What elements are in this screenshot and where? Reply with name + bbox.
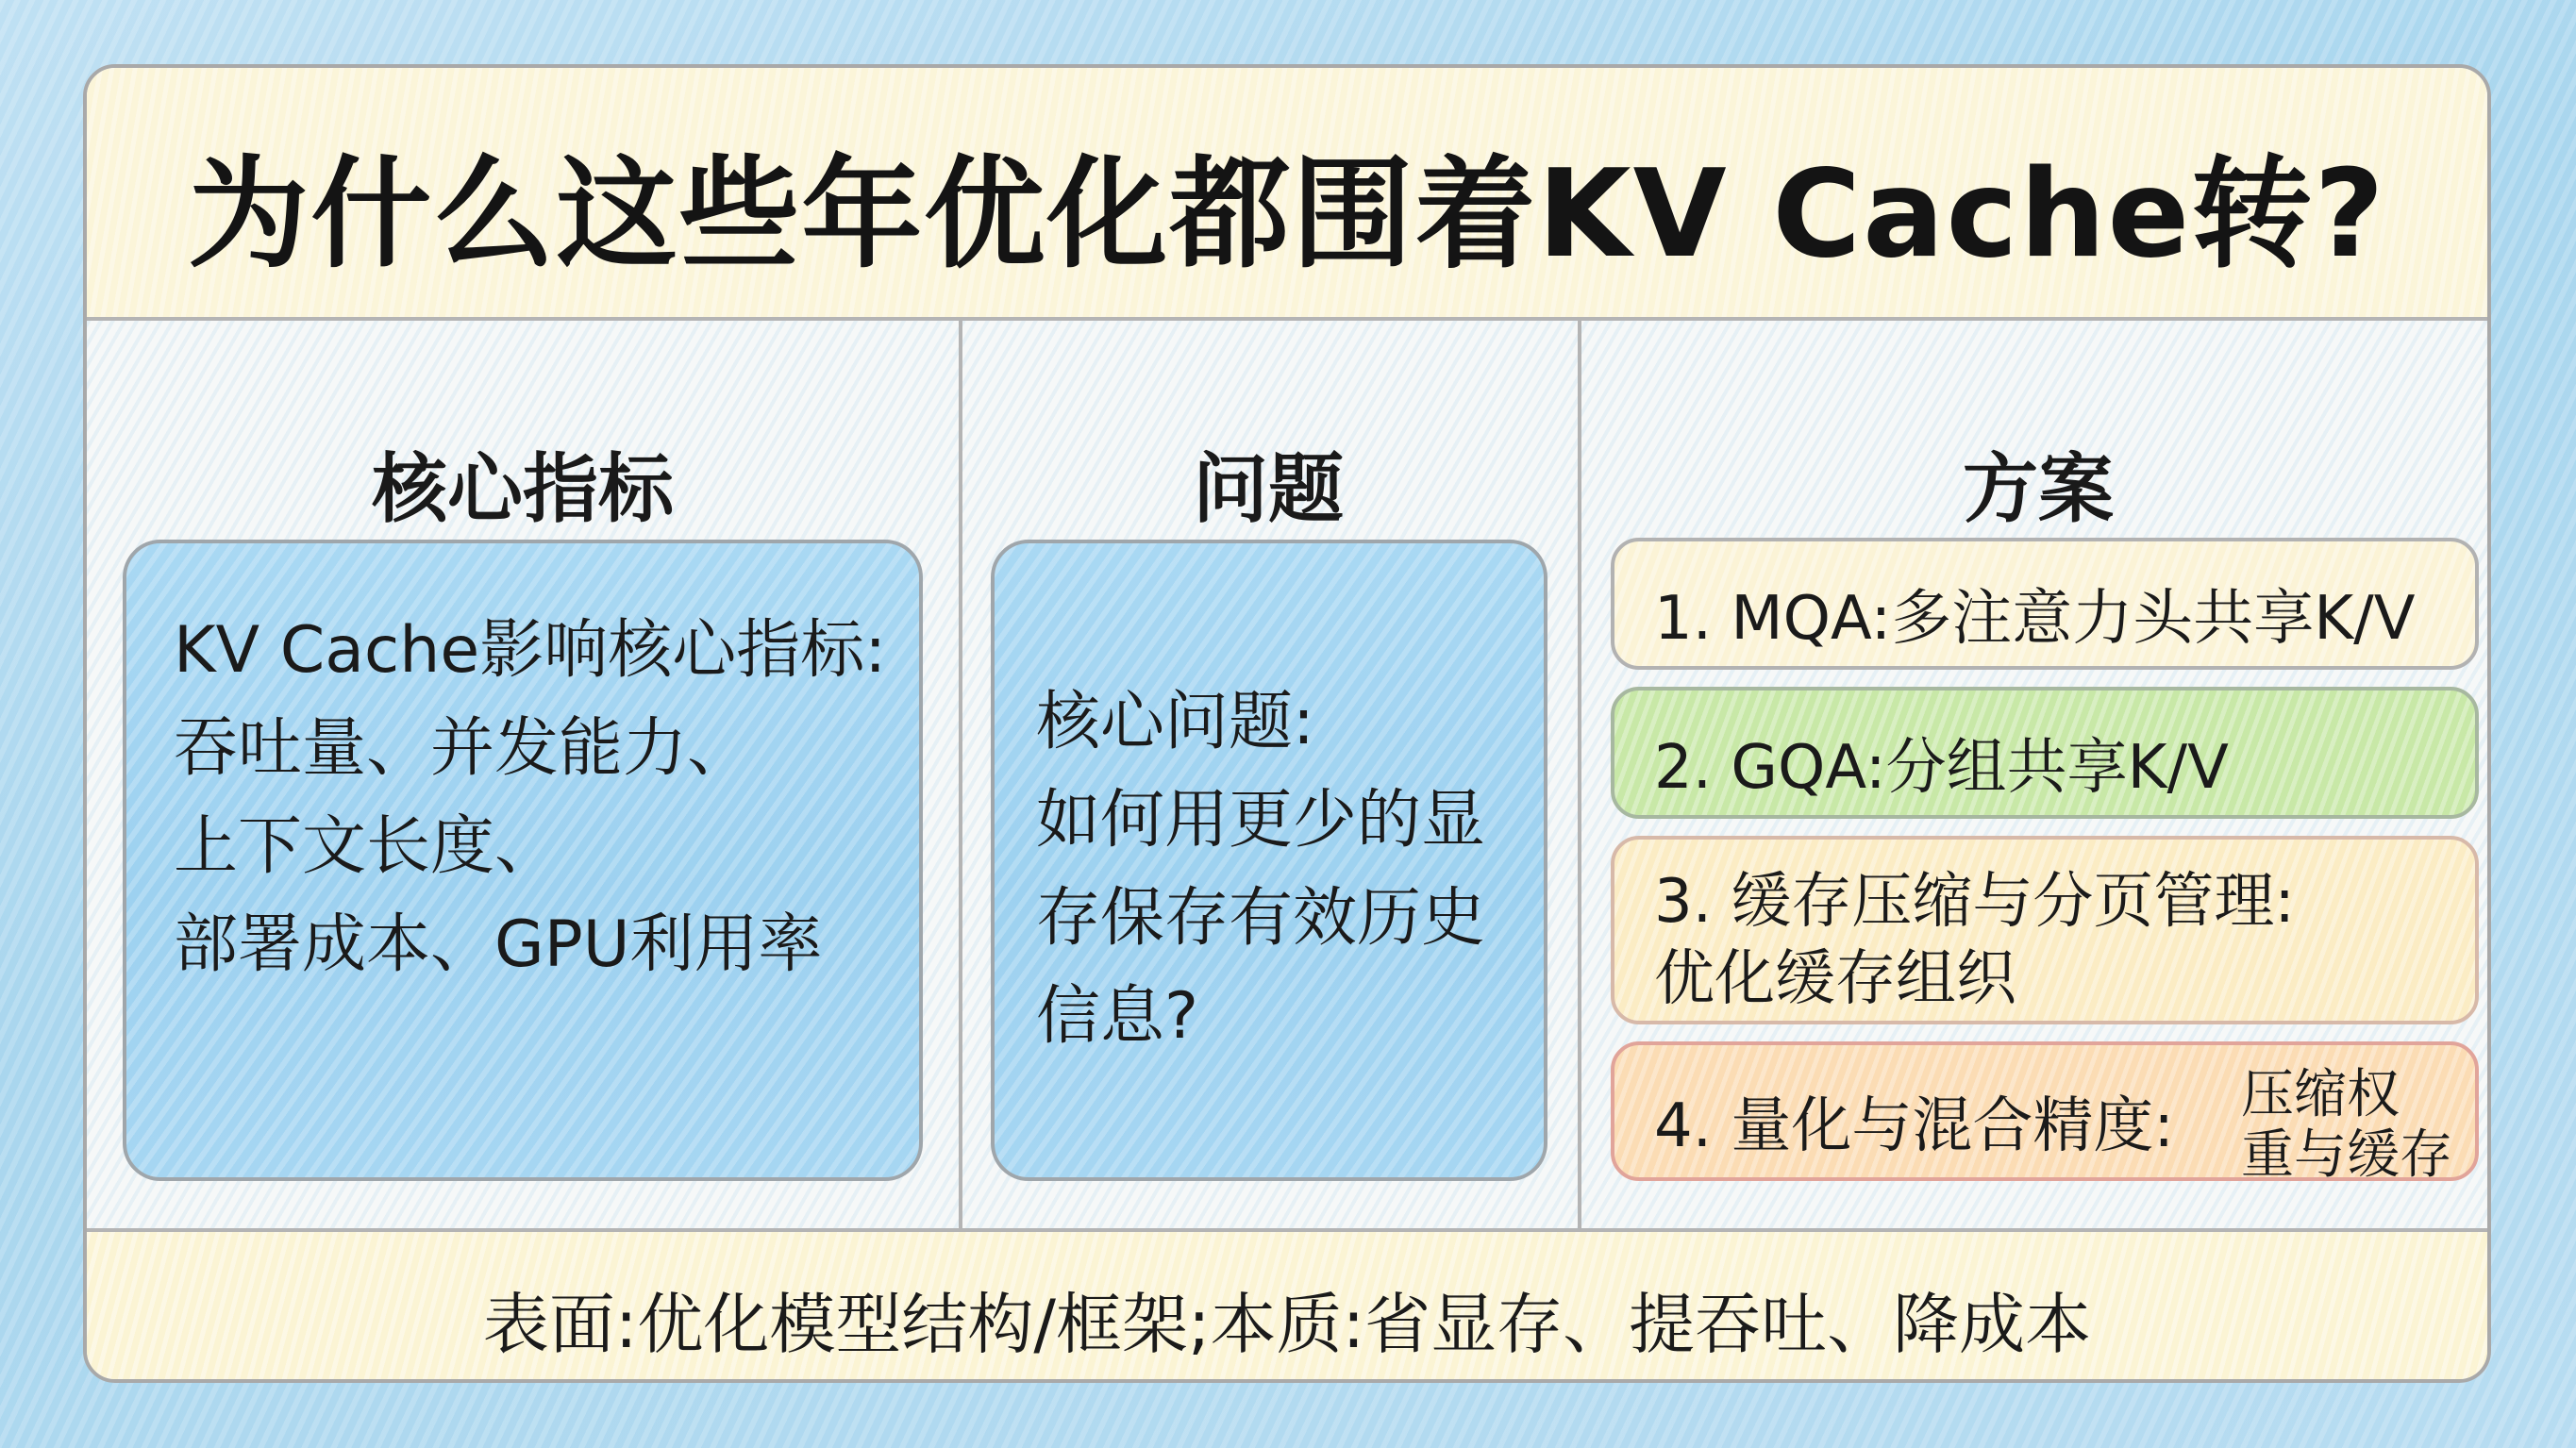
footer-band <box>87 1228 2487 1383</box>
diagram-title: 为什么这些年优化都围着KV Cache转? <box>188 144 2386 285</box>
problem-line-2: 如何用更少的显 <box>1036 783 1486 857</box>
metrics-heading: 核心指标 <box>372 445 674 533</box>
columns-area <box>87 321 2487 1228</box>
solution-label: 2. GQA:分组共享K/V <box>1654 733 2229 803</box>
solution-label: 1. MQA:多注意力头共享K/V <box>1654 584 2416 654</box>
solution-label-line-2: 优化缓存组织 <box>1654 944 2016 1014</box>
problem-box <box>991 540 1547 1181</box>
problem-heading: 问题 <box>1193 445 1344 533</box>
metrics-line-1: KV Cache影响核心指标: <box>174 613 887 688</box>
diagram-board <box>83 64 2491 1383</box>
solution-item-cache-compression <box>1611 836 2479 1024</box>
footer-summary: 表面:优化模型结构/框架;本质:省显存、提吞吐、降成本 <box>482 1286 2092 1363</box>
solution-label-line-1: 3. 缓存压缩与分页管理: <box>1654 867 2295 937</box>
solutions-heading: 方案 <box>1963 445 2114 533</box>
problem-line-3: 存保存有效历史 <box>1036 881 1486 956</box>
metrics-line-4: 部署成本、GPU利用率 <box>174 907 823 982</box>
metrics-box <box>123 540 923 1181</box>
solution-item-mqa <box>1611 538 2479 670</box>
solution-side-line-2: 重与缓存 <box>2241 1124 2452 1186</box>
metrics-line-3: 上下文长度、 <box>174 809 560 884</box>
solution-item-gqa <box>1611 687 2479 819</box>
solution-item-quantization <box>1611 1041 2479 1186</box>
title-band <box>87 68 2487 321</box>
problem-line-1: 核心问题: <box>1036 685 1314 759</box>
solution-label: 4. 量化与混合精度: <box>1654 1091 2174 1161</box>
problem-line-4: 信息? <box>1036 979 1199 1054</box>
solution-side-line-1: 压缩权 <box>2241 1064 2400 1125</box>
metrics-line-2: 吞吐量、并发能力、 <box>174 711 752 786</box>
